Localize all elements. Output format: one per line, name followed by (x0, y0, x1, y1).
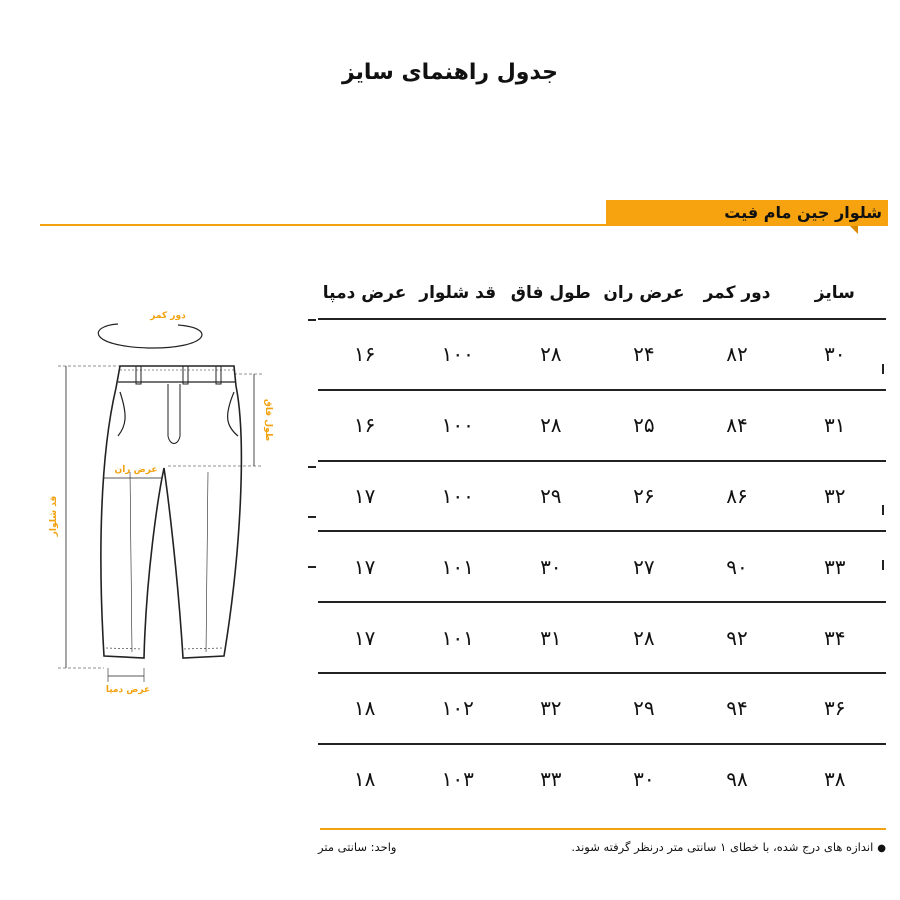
table-cell: ۱۶ (353, 413, 376, 438)
row-tick (882, 364, 884, 374)
header-thigh: عرض ران (603, 283, 685, 303)
unit-label: واحد: سانتی متر (318, 840, 397, 854)
pants-outline (101, 366, 241, 658)
table-cell: ۳۲ (540, 696, 562, 721)
table-cell: ۹۲ (726, 625, 748, 650)
table-cell: ۳۶ (824, 696, 846, 721)
table-cell: ۳۳ (540, 767, 562, 792)
row-tick (308, 516, 316, 518)
table-row (318, 530, 886, 601)
row-tick (882, 505, 884, 515)
header-hem: عرض دمپا (322, 283, 407, 303)
table-cell: ۱۰۱ (441, 625, 474, 650)
note-text: اندازه های درج شده، با خطای ۱ سانتی متر درنظر گرفته شوند. (571, 840, 874, 854)
header-size: سایز (814, 283, 855, 303)
table-cell: ۳۳ (824, 554, 846, 579)
table-cell: ۸۲ (726, 342, 748, 367)
table-cell: ۲۸ (540, 413, 562, 438)
rise-label: طول فاق (263, 398, 273, 442)
table-cell: ۱۰۱ (441, 554, 474, 579)
row-tick (882, 560, 884, 570)
size-table (318, 268, 886, 814)
table-cell: ۱۰۰ (441, 483, 474, 508)
table-row (318, 672, 886, 743)
table-cell: ۸۴ (726, 413, 748, 438)
table-cell: ۳۱ (824, 413, 846, 438)
table-cell: ۲۹ (633, 696, 655, 721)
bullet-icon: ● (877, 843, 886, 854)
table-row (318, 460, 886, 531)
table-row (318, 743, 886, 814)
section-label: شلوار جین مام فیت (724, 203, 882, 222)
header-length: قد شلوار (419, 283, 497, 303)
table-row (318, 389, 886, 460)
waist-circumference-line (98, 324, 202, 348)
footer-divider (320, 828, 886, 830)
waist-label: دور کمر (150, 311, 186, 321)
table-cell: ۱۷ (353, 625, 376, 650)
row-tick (308, 566, 316, 568)
table-cell: ۸۶ (726, 483, 748, 508)
row-tick (308, 319, 316, 321)
table-cell: ۱۰۰ (441, 413, 474, 438)
table-cell: ۳۲ (824, 483, 846, 508)
table-cell: ۱۰۳ (441, 767, 474, 792)
table-cell: ۲۸ (633, 625, 655, 650)
thigh-label: عرض ران (114, 465, 158, 475)
row-tick (308, 466, 316, 468)
table-header (318, 268, 886, 318)
table-cell: ۲۵ (633, 413, 655, 438)
hem-label: عرض دمپا (105, 685, 151, 695)
table-row (318, 318, 886, 389)
table-cell: ۱۶ (353, 342, 376, 367)
table-cell: ۱۷ (353, 483, 376, 508)
table-cell: ۳۰ (633, 767, 655, 792)
table-cell: ۱۸ (353, 696, 376, 721)
table-cell: ۱۷ (353, 554, 376, 579)
table-cell: ۲۴ (633, 342, 655, 367)
table-cell: ۲۷ (633, 554, 655, 579)
table-cell: ۳۰ (824, 342, 846, 367)
table-cell: ۹۴ (726, 696, 748, 721)
table-row (318, 601, 886, 672)
table-cell: ۳۰ (540, 554, 562, 579)
table-cell: ۳۱ (540, 625, 562, 650)
table-cell: ۲۸ (540, 342, 562, 367)
table-cell: ۱۰۲ (441, 696, 474, 721)
pants-diagram (28, 296, 298, 706)
table-cell: ۹۸ (726, 767, 748, 792)
table-cell: ۱۰۰ (441, 342, 474, 367)
table-cell: ۹۰ (726, 554, 748, 579)
length-label: قد شلوار (49, 495, 59, 537)
table-cell: ۳۴ (824, 625, 846, 650)
page-title: جدول راهنمای سایز (341, 60, 559, 85)
header-rise: طول فاق (510, 283, 591, 303)
tolerance-note (571, 840, 886, 854)
section-tab-fold (850, 226, 858, 234)
header-waist: دور کمر (703, 283, 771, 303)
table-cell: ۳۸ (824, 767, 846, 792)
table-cell: ۲۶ (633, 483, 655, 508)
table-cell: ۱۸ (353, 767, 376, 792)
table-cell: ۲۹ (540, 483, 562, 508)
